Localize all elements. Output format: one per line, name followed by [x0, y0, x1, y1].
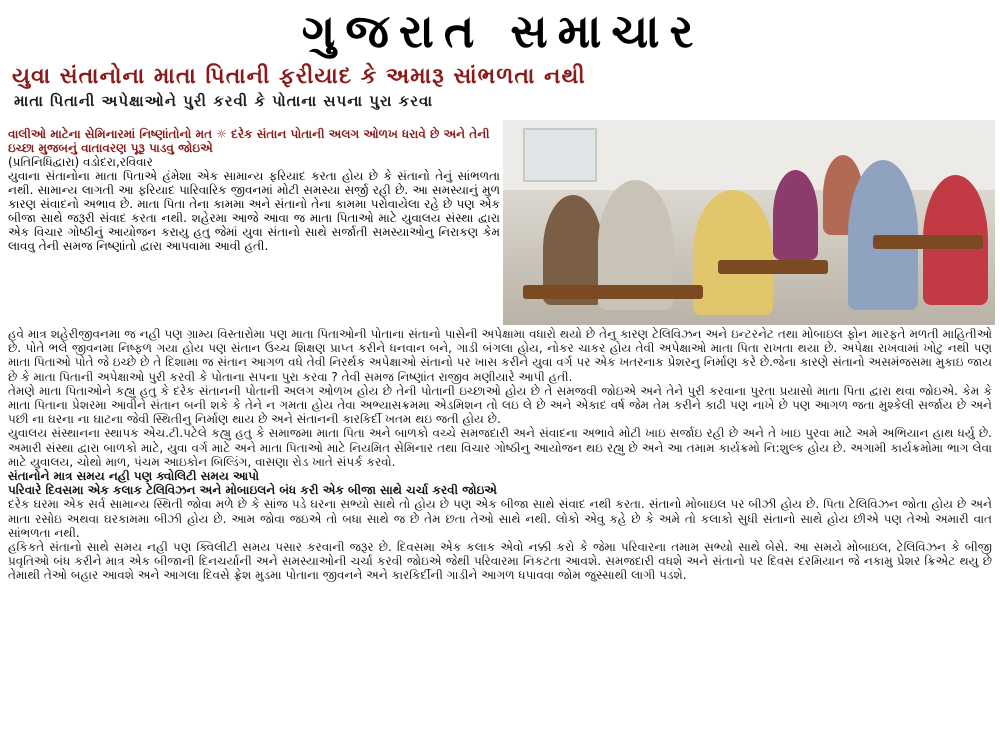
intro-paragraph: યુવાના સંતાનોના માતા પિતાએ હંમેશા એક સામાન્ય ફરિયાદ કરતા હોય છે કે સંતાનો તેનું સાંભળતા નથી. સામાન્ય લાગતી આ ફરિયાદ પારિવારિક જીવનમાં મોટી સમસ્યા સર્જી રહી છે. આ સમસ્યાનું મુળ કારણ સંવાદનો અભાવ છે. માતા પિતા તેના કામમા અને સંતાનો તેના કામમા પરોવાયેલા રહે છે પણ એક બીજા સાથે જરૂરી સંવાદ કરતા નથી. શહેરમા આજે આવા જ માતા પિતાઓ માટે યુવાલય સંસ્થા દ્વારા એક વિચાર ગોષ્ઠીનું આયોજન કરાયુ હતુ જેમાં યુવા સંતાનો સાથે સર્જાતી સમસ્યાઓનુ નિરાકણ કેમ લાવવુ તેની સમજ નિષ્ણાંતો દ્વારા આપવામા આવી હતી. — [8, 169, 500, 253]
paragraph-4: યુવાલય સંસ્થાનના સ્થાપક એચ.ટી.પટેલે કહ્યુ હતુ કે સમાજમા માતા પિતા અને બાળકો વચ્ચે સમજદારી અને સંવાદના અભાવે મોટી ખાઇ સર્જાઇ રહી છે અને તે ખાઇ પુરવા માટે અમે અભિયાન હાથ ધર્યુ છે. અમારી સંસ્થા દ્વારા બાળકો માટે, યુવા વર્ગ માટે અને માતા પિતાઓ માટે નિયમિત સેમિનાર તથા વિચાર ગોષ્ઠીનુ આયોજન થઇ રહ્યુ છે અને આ તમામ કાર્યક્રમો નિ:શુલ્ક હોય છે. અગામી કાર્યક્રમોમા ભાગ લેવા માટે યુવાલય, ચોથો માળ, પંચમ આઇકોન બિલ્ડિંગ, વાસણા રોડ ખાતે સંપર્ક કરવો. — [8, 426, 992, 469]
article-body — [8, 327, 992, 583]
subheadline: માતા પિતાની અપેક્ષાઓને પુરી કરવી કે પોતાના સપના પુરા કરવા — [14, 92, 434, 110]
dateline: (પ્રતિનિધિદ્વારા) વડોદરા,રવિવાર — [8, 155, 153, 169]
paragraph-3: તેમણે માતા પિતાઓને કહ્યુ હતુ કે દરેક સંતાનની પોતાની અલગ ઓળખ હોય છે તેની પોતાની ઇચ્છાઓ હોય છે તે સમજવી જોઇએ અને તેને પુરી કરવાના પુરતા પ્રયાસો માતા પિતા દ્વારા થવા જોઇએ. કેમ કે માતા પિતાના પ્રેશરમા આવીને સંતાન બની શકે કે તેને ન ગમતા હોય તેવા અભ્યાસક્રમમા એડમિશન તો લઇ લે છે અને એકાદ વર્ષ જેમ તેમ કરીને કાઢી પણ નાખે છે પણ આગળ જતા મુશ્કેલી સર્જાય છે અને પછી ના ઘરના ના ઘાટના જેવી સ્થિતીનુ નિર્માણ થાય છે અને સંતાનની કારકિર્દી ખતમ થઇ જતી હોય છે. — [8, 383, 992, 427]
masthead-logo: ગુજરાત સમાચાર — [301, 4, 704, 58]
headline: યુવા સંતાનોના માતા પિતાની ફરીયાદ કે અમારૂ સાંભળતા નથી — [12, 64, 586, 89]
article-intro — [8, 127, 500, 253]
section-head-2: પરિવારે દિવસમા એક કલાક ટેલિવિઝન અને મોબાઇલને બંધ કરી એક બીજા સાથે ચર્ચા કરવી જોઇએ — [8, 483, 497, 498]
seminar-photo — [503, 120, 995, 325]
paragraph-5: દરેક ઘરમા એક સર્વ સામાન્ય સ્થિતી જોવા મળે છે કે સાંજ પડે ઘરના સભ્યો સાથે તો હોય છે પણ એક બીજા સાથે સંવાદ નથી કરતા. સંતાનો મોબાઇલ પર બીઝી હોય છે. પિતા ટેલિવિઝન જોતા હોય છે અને માતા રસોઇ અથવા ઘરકામમા બીઝી હોય છે. આમ જોવા જઇએ તો બધા સાથે જ છે તેમ છતા તેઓ સાથે નથી. લોકો એવુ કહે છે કે અમે તો કલાકો સુધી સંતાનો સાથે હોય છીએ પણ તેઓ અમારી વાત સાંભળતા નથી. — [8, 497, 992, 540]
paragraph-6: હકિકતે સંતાનો સાથે સમય નહી પણ ક્વિલીટી સમય પસાર કરવાની જરૂર છે. દિવસમા એક કલાક એવો નક્કી કરો કે જેમા પરિવારના તમામ સભ્યો સાથે બેસે. આ સમયે મોબાઇલ, ટેલિવિઝન કે બીજી પ્રવૃતિઓ બંધ કરીને માત્ર એક બીજાની દિનચર્યાની અને સમસ્યાઓની ચર્ચા કરવી જોઇએ જેથી પરિવારમા નિકટતા આવશે. સમજદારી વધશે અને સંતાનો પર દિવસ દરમિયાન જે નકામુ પ્રેશર ક્રિએટ થયુ છે તેમાથી તેઓ બહાર આવશે અને આગલા દિવસે ફ્રેશ મુડમા પોતાના જીવનને અને કારકિર્દીની ગાડીને આગળ ધપાવવા જોમ જુસ્સાથી લાગી પડશે. — [8, 540, 992, 583]
paragraph-2: હવે માત્ર શહેરીજીવનમા જ નહી પણ ગ્રામ્ય વિસ્તારોમા પણ માતા પિતાઓની પોતાના સંતાનો પાસેની અપેક્ષામા વધારો થયો છે તેનુ કારણ ટેલિવિઝન અને ઇન્ટરનેટ તથા મોબાઇલ ફોન મારફતે મળતી માહિતીઓ છે. પોતે ભલે જીવનમા નિષ્ફળ ગયા હોય પણ સંતાન ઉચ્ચ શિક્ષણ પ્રાપ્ત કરીને ધનવાન બને, ગાડી બંગલા હોય, નોકર ચાકર હોય તેવી અપેક્ષાઓ માતા પિતા રાખતા થયા છે. અપેક્ષા રાખવામાં ખોટુ નથી પણ માતા પિતાઓ પોતે જે ઇચ્છે છે તે દિશામા જ સંતાન આગળ વધે તેવી નિરર્થક અપેક્ષાઓ સંતાનો પર ખાસ કરીને યુવા વર્ગ પર એક ખતરનાક પ્રેશરનુ નિર્માણ કરે છે.જેના કારણે સંતાનો અસમંજસમા મુકાઇ જાય છે કે માતા પિતાની અપેક્ષાઓ પુરી કરવી કે પોતાના સપના પુરા કરવા ? તેવી સમજ નિષ્ણાંત રાજીવ મણીયારે આપી હતી. — [8, 327, 992, 384]
kicker: વાલીઓ માટેના સેમિનારમાં નિષ્ણાંતોનો મત ☼ દરેક સંતાન પોતાની અલગ ઓળખ ધરાવે છે અને તેની ઇચ્છા મુજબનું વાતાવરણ પૂરૂ પાડવુ જોઇએ — [8, 127, 490, 155]
section-head-1: સંતાનોને માત્ર સમય નહી પણ ક્વોલિટી સમય આપો — [8, 469, 260, 484]
